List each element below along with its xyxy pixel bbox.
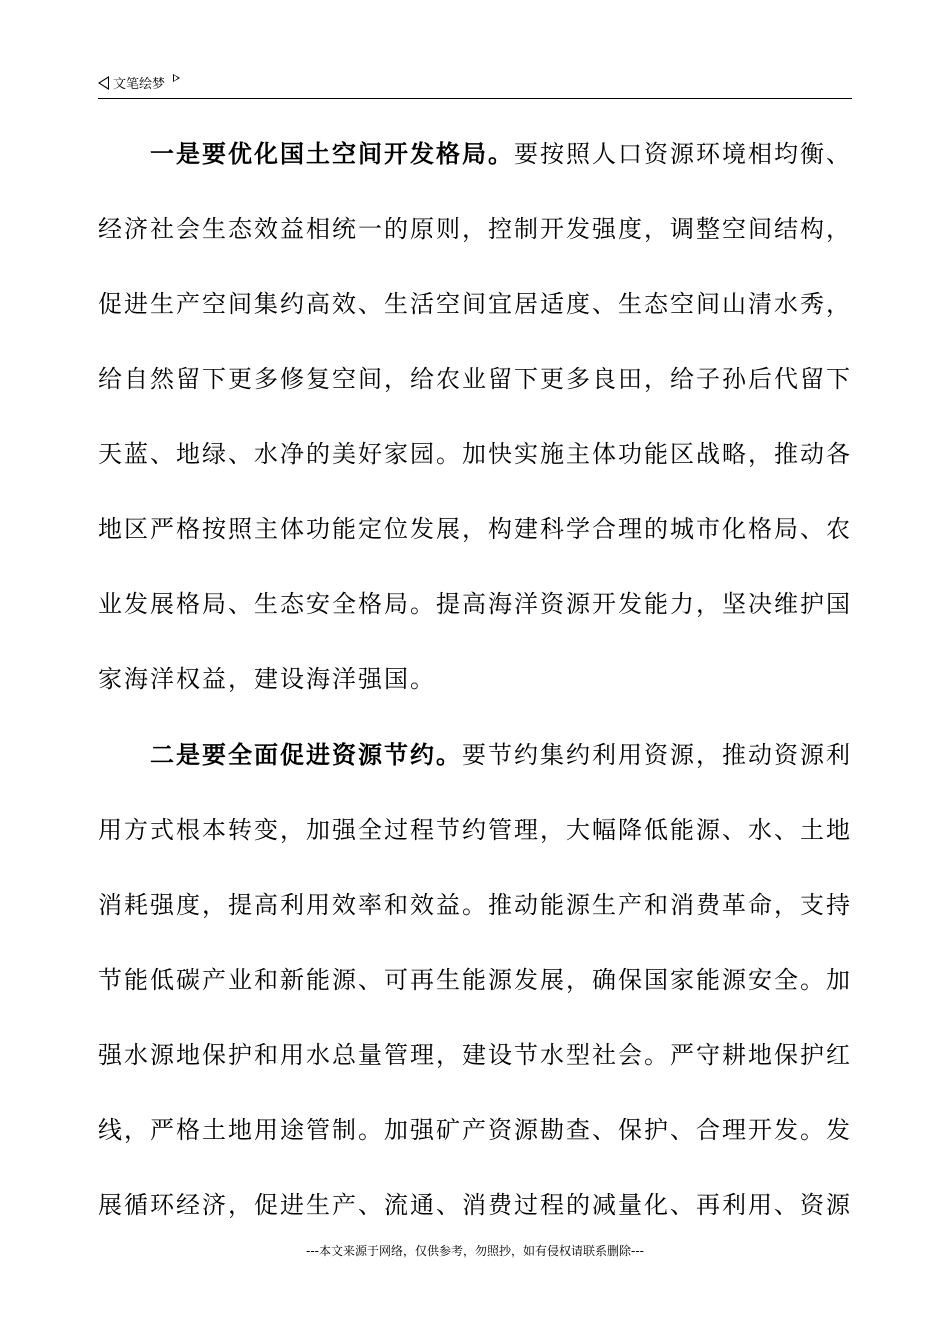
page-footer-note: ---本文来源于网络，仅供参考，勿照抄，如有侵权请联系删除---: [306, 1244, 644, 1258]
paragraph-1-lead: 一是要优化国土空间开发格局。: [150, 139, 514, 168]
triangle-left-outline-icon: [98, 76, 109, 90]
paragraph-2-lead: 二是要全面促进资源节约。: [150, 740, 462, 769]
header-divider: [98, 98, 852, 99]
paragraph-2: [98, 717, 852, 1243]
paragraph-1: [98, 116, 852, 717]
header-title: 文笔绘梦: [113, 77, 166, 92]
page-header: [98, 72, 852, 98]
document-body: [98, 116, 852, 1243]
triangle-right-outline-icon: [173, 74, 180, 82]
paragraph-1-body: 要按照人口资源环境相均衡、经济社会生态效益相统一的原则，控制开发强度，调整空间结构，促进生产空间集约高效、生活空间宜居适度、生态空间山清水秀，给自然留下更多修复空间，给农业留下更多良田，给子孙后代留下天蓝、地绿、水净的美好家园。加快实施主体功能区战略，推动各地区严格按照主体功能定位发展，构建科学合理的城市化格局、农业发展格局、生态安全格局。提高海洋资源开发能力，坚决维护国家海洋权益，建设海洋强国。: [98, 140, 852, 693]
paragraph-2-body: 要节约集约利用资源，推动资源利用方式根本转变，加强全过程节约管理，大幅降低能源、水、土地消耗强度，提高利用效率和效益。推动能源生产和消费革命，支持节能低碳产业和新能源、可再生能源发展，确保国家能源安全。加强水源地保护和用水总量管理，建设节水型社会。严守耕地保护红线，严格土地用途管制。加强矿产资源勘查、保护、合理开发。发展循环经济，促进生产、流通、消费过程的减量化、再利用、资源: [98, 741, 852, 1219]
